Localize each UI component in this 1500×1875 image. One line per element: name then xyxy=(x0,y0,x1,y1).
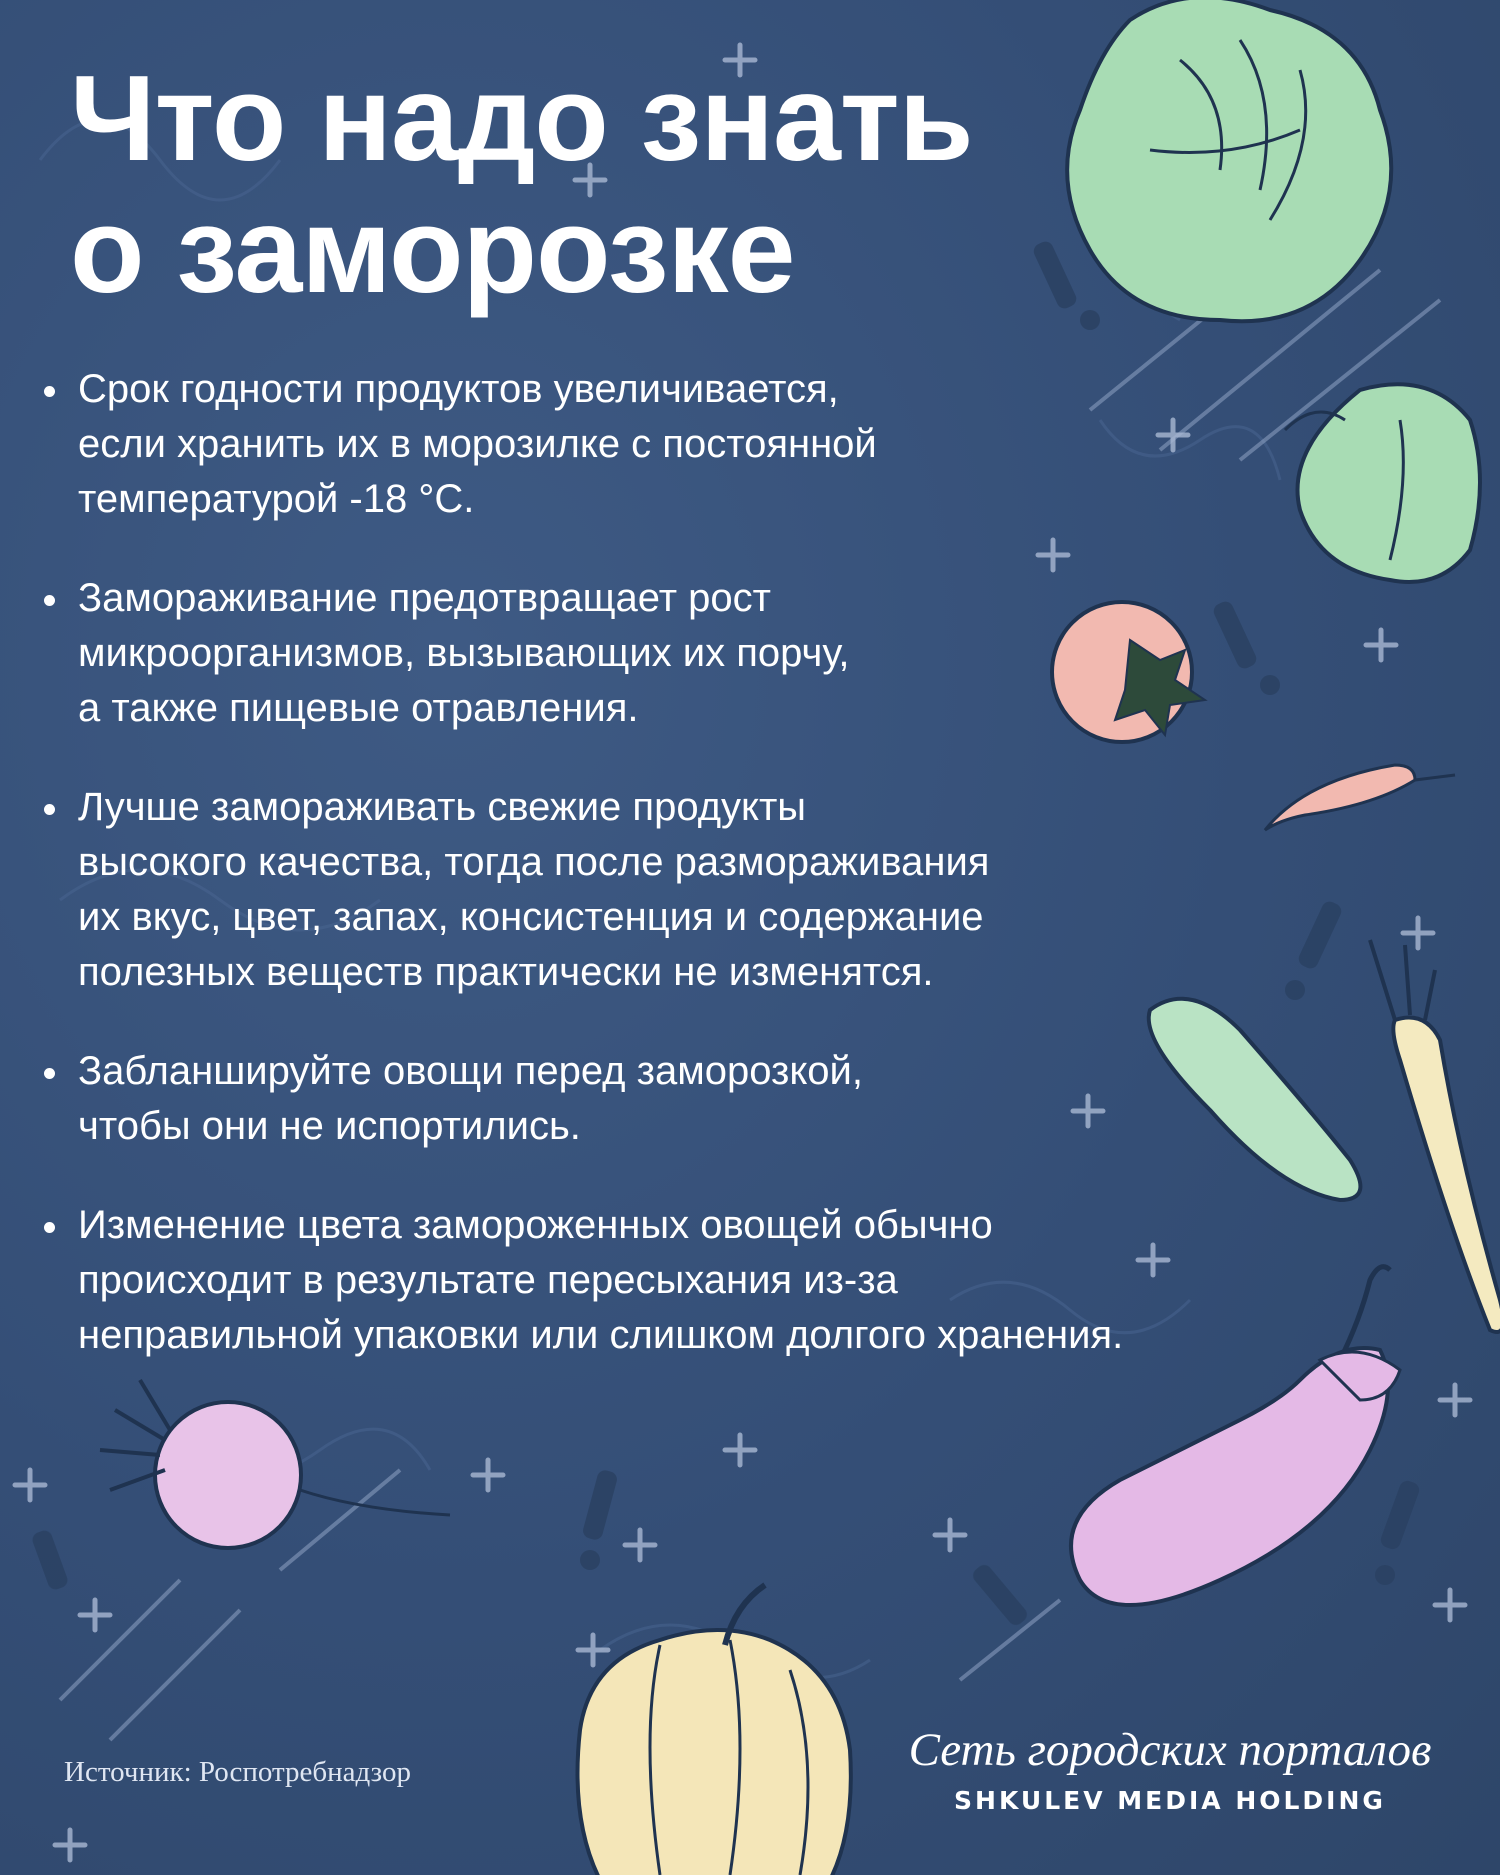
fact-line: полезных веществ практически не изменятся. xyxy=(78,950,934,994)
facts-list xyxy=(40,362,1300,1407)
pumpkin-icon xyxy=(578,1585,851,1875)
fact-line: неправильной упаковки или слишком долгого хранения. xyxy=(78,1313,1124,1357)
fact-line: их вкус, цвет, запах, консистенция и содержание xyxy=(78,895,984,939)
list-item xyxy=(40,780,1300,1000)
fact-line: температурой -18 °С. xyxy=(78,477,475,521)
brand-subtitle: SHKULEV MEDIA HOLDING xyxy=(954,1786,1386,1815)
fact-line: Срок годности продуктов увеличивается, xyxy=(78,367,839,411)
brand-script-text: Сеть городских порталов xyxy=(908,1724,1432,1776)
fact-line: Забланшируйте овощи перед заморозкой, xyxy=(78,1049,863,1093)
list-item xyxy=(40,1198,1300,1363)
bell-pepper-icon xyxy=(1285,384,1480,582)
list-item xyxy=(40,571,1300,736)
bullet-dot-icon xyxy=(44,1222,55,1233)
title-line-1: Что надо знать xyxy=(70,50,973,186)
fact-line: Изменение цвета замороженных овощей обычно xyxy=(78,1203,993,1247)
fact-line: а также пищевые отравления. xyxy=(78,686,639,730)
bullet-dot-icon xyxy=(44,804,55,815)
fact-line: Замораживание предотвращает рост xyxy=(78,576,771,620)
fact-line: высокого качества, тогда после размораживания xyxy=(78,840,990,884)
fact-line: происходит в результате пересыхания из-за xyxy=(78,1258,898,1302)
carrot-icon xyxy=(1370,940,1500,1332)
page-title xyxy=(70,52,973,316)
fact-line: Лучше замораживать свежие продукты xyxy=(78,785,807,829)
bullet-dot-icon xyxy=(44,386,55,397)
list-item xyxy=(40,362,1300,527)
cabbage-icon xyxy=(1067,0,1391,321)
bullet-dot-icon xyxy=(44,1068,55,1079)
fact-line: микроорганизмов, вызывающих их порчу, xyxy=(78,631,850,675)
brand-logo xyxy=(870,1722,1470,1815)
fact-line: чтобы они не испортились. xyxy=(78,1104,581,1148)
list-item xyxy=(40,1044,1300,1154)
fact-line: если хранить их в морозилке с постоянной xyxy=(78,422,877,466)
source-note: Источник: Роспотребнадзор xyxy=(64,1756,411,1788)
title-line-2: о заморозке xyxy=(70,182,795,318)
bullet-dot-icon xyxy=(44,595,55,606)
